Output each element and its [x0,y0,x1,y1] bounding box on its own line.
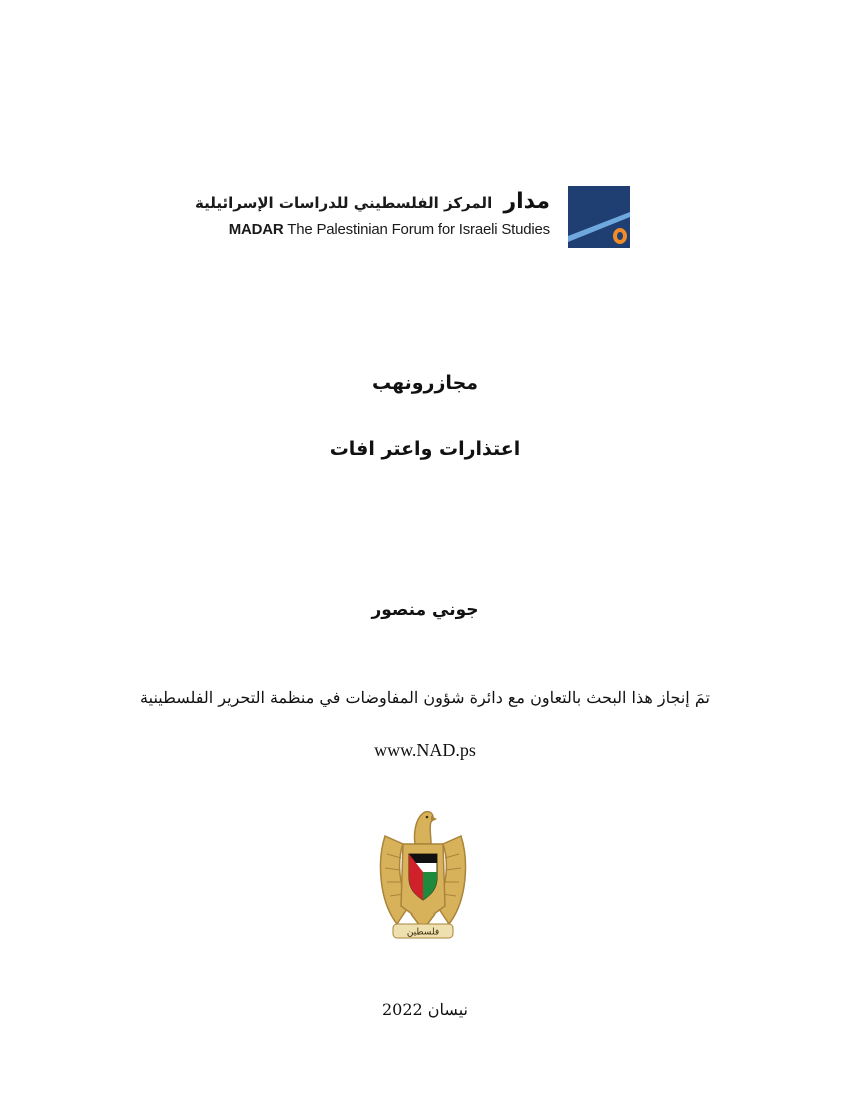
logo-arabic-brand: مدار [503,189,550,214]
logo-english-line [229,220,550,240]
logo-english-name: The Palestinian Forum for Israeli Studies [287,221,550,238]
madar-logo-icon [568,186,630,248]
logo-arabic-name: المركز الفلسطيني للدراسات الإسرائيلية [195,194,493,212]
emblem-label: فلسطين [406,927,440,938]
document-title-line-2: اعتذارات واعتر افات [329,438,521,460]
website-url: www.NAD.ps [374,740,476,760]
publication-date: نيسان 2022 [382,1000,468,1019]
logo-english-brand: MADAR [228,221,284,238]
document-author: جوني منصور [371,600,479,620]
collaboration-note: تمَ إنجاز هذا البحث بالتعاون مع دائرة شؤون المفاوضات في منظمة التحرير الفلسطينية [140,688,710,707]
document-title-line-1: مجازرونهب [371,372,479,394]
madar-logo [195,186,630,252]
logo-arabic-line [195,189,550,214]
palestine-eagle-emblem-icon [375,806,471,946]
